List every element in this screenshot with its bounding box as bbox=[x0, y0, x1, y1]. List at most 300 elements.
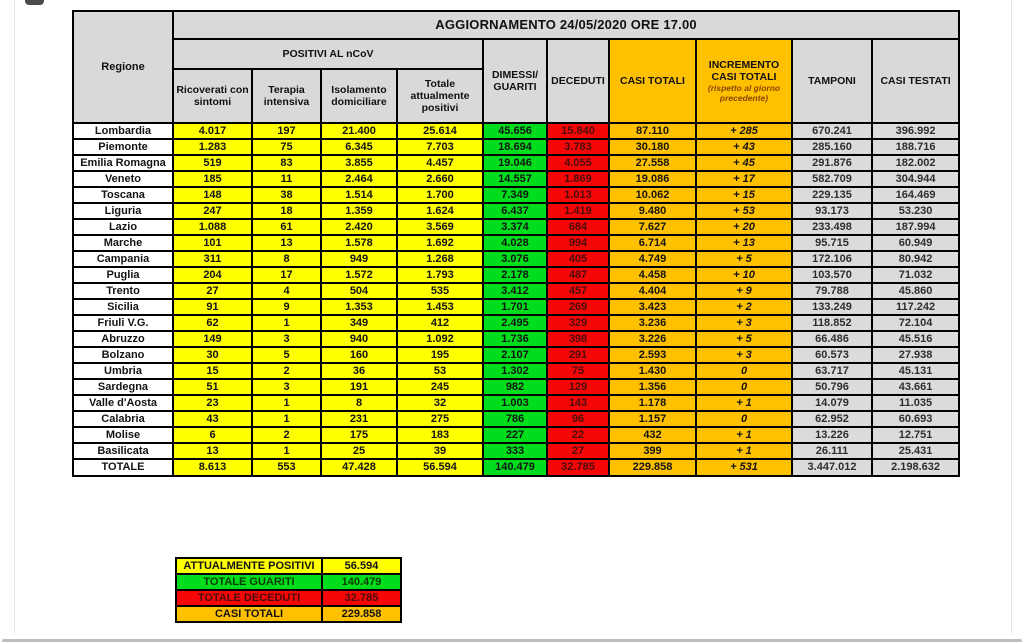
summary-value: 229.858 bbox=[322, 606, 401, 622]
data-cell: 83 bbox=[252, 155, 321, 171]
data-cell: 1.701 bbox=[483, 299, 547, 315]
data-cell: 12.751 bbox=[872, 427, 959, 443]
data-cell: 1 bbox=[252, 443, 321, 459]
data-cell: 291.876 bbox=[792, 155, 872, 171]
header-deceduti: DECEDUTI bbox=[547, 39, 609, 123]
data-cell: + 1 bbox=[696, 395, 792, 411]
summary-row bbox=[176, 590, 401, 606]
data-cell: 4.055 bbox=[547, 155, 609, 171]
region-name: Veneto bbox=[73, 171, 173, 187]
data-cell: 1.419 bbox=[547, 203, 609, 219]
data-cell: 457 bbox=[547, 283, 609, 299]
data-cell: 229.858 bbox=[609, 459, 696, 476]
data-cell: 412 bbox=[397, 315, 483, 331]
data-cell: 47.428 bbox=[321, 459, 397, 476]
table-total-row bbox=[73, 459, 959, 476]
region-name: Marche bbox=[73, 235, 173, 251]
data-cell: 51 bbox=[173, 379, 252, 395]
data-cell: 4.404 bbox=[609, 283, 696, 299]
data-cell: 1.624 bbox=[397, 203, 483, 219]
data-cell: + 5 bbox=[696, 331, 792, 347]
data-cell: 19.086 bbox=[609, 171, 696, 187]
data-cell: 7.627 bbox=[609, 219, 696, 235]
data-cell: 8 bbox=[321, 395, 397, 411]
data-cell: + 285 bbox=[696, 123, 792, 139]
data-cell: 535 bbox=[397, 283, 483, 299]
data-cell: 39 bbox=[397, 443, 483, 459]
data-cell: 19.046 bbox=[483, 155, 547, 171]
data-cell: 1.572 bbox=[321, 267, 397, 283]
data-cell: 0 bbox=[696, 411, 792, 427]
data-cell: 1.793 bbox=[397, 267, 483, 283]
table-row bbox=[73, 219, 959, 235]
header-ricoverati: Ricoverati con sintomi bbox=[173, 69, 252, 123]
data-cell: 2.464 bbox=[321, 171, 397, 187]
data-cell: 304.944 bbox=[872, 171, 959, 187]
data-cell: 25 bbox=[321, 443, 397, 459]
data-cell: + 13 bbox=[696, 235, 792, 251]
summary-label: TOTALE GUARITI bbox=[176, 574, 322, 590]
data-cell: 1.157 bbox=[609, 411, 696, 427]
data-cell: 3.236 bbox=[609, 315, 696, 331]
data-cell: 1 bbox=[252, 315, 321, 331]
summary-row bbox=[176, 574, 401, 590]
data-cell: 91 bbox=[173, 299, 252, 315]
region-name: Lazio bbox=[73, 219, 173, 235]
region-name: Valle d'Aosta bbox=[73, 395, 173, 411]
data-cell: 117.242 bbox=[872, 299, 959, 315]
data-cell: 1.430 bbox=[609, 363, 696, 379]
header-incremento-note: (rispetto al giorno precedente) bbox=[707, 83, 781, 103]
data-cell: 1.088 bbox=[173, 219, 252, 235]
data-cell: 183 bbox=[397, 427, 483, 443]
data-cell: 140.479 bbox=[483, 459, 547, 476]
data-cell: 149 bbox=[173, 331, 252, 347]
data-cell: 53.230 bbox=[872, 203, 959, 219]
table-row bbox=[73, 171, 959, 187]
data-cell: + 1 bbox=[696, 443, 792, 459]
data-cell: 4.749 bbox=[609, 251, 696, 267]
data-cell: 4.457 bbox=[397, 155, 483, 171]
table-row bbox=[73, 267, 959, 283]
table-row bbox=[73, 363, 959, 379]
data-cell: 148 bbox=[173, 187, 252, 203]
data-cell: 1.356 bbox=[609, 379, 696, 395]
data-cell: 1.092 bbox=[397, 331, 483, 347]
data-cell: 6 bbox=[173, 427, 252, 443]
data-cell: 204 bbox=[173, 267, 252, 283]
data-cell: 3.412 bbox=[483, 283, 547, 299]
table-row bbox=[73, 427, 959, 443]
card-edge-left bbox=[14, 0, 15, 634]
data-cell: 38 bbox=[252, 187, 321, 203]
data-cell: 227 bbox=[483, 427, 547, 443]
data-cell: 6.345 bbox=[321, 139, 397, 155]
data-cell: 1.268 bbox=[397, 251, 483, 267]
data-cell: 185 bbox=[173, 171, 252, 187]
summary-table bbox=[175, 557, 402, 623]
data-cell: 349 bbox=[321, 315, 397, 331]
data-cell: 187.994 bbox=[872, 219, 959, 235]
data-cell: 13 bbox=[173, 443, 252, 459]
data-cell: + 45 bbox=[696, 155, 792, 171]
region-name: Basilicata bbox=[73, 443, 173, 459]
data-cell: 143 bbox=[547, 395, 609, 411]
data-cell: 2 bbox=[252, 427, 321, 443]
data-cell: 3.569 bbox=[397, 219, 483, 235]
data-cell: 291 bbox=[547, 347, 609, 363]
data-cell: + 53 bbox=[696, 203, 792, 219]
table-row bbox=[73, 411, 959, 427]
region-name: Sardegna bbox=[73, 379, 173, 395]
region-name: Toscana bbox=[73, 187, 173, 203]
data-cell: 3 bbox=[252, 379, 321, 395]
data-cell: 1.353 bbox=[321, 299, 397, 315]
table-row bbox=[73, 331, 959, 347]
data-cell: 118.852 bbox=[792, 315, 872, 331]
summary-value: 56.594 bbox=[322, 558, 401, 574]
data-cell: 504 bbox=[321, 283, 397, 299]
data-cell: 1.869 bbox=[547, 171, 609, 187]
data-cell: 61 bbox=[252, 219, 321, 235]
data-cell: 982 bbox=[483, 379, 547, 395]
data-cell: 1.283 bbox=[173, 139, 252, 155]
data-cell: 72.104 bbox=[872, 315, 959, 331]
data-cell: 32 bbox=[397, 395, 483, 411]
data-cell: 63.717 bbox=[792, 363, 872, 379]
data-cell: 229.135 bbox=[792, 187, 872, 203]
data-cell: 1.453 bbox=[397, 299, 483, 315]
header-isolamento: Isolamento domiciliare bbox=[321, 69, 397, 123]
data-cell: 2.495 bbox=[483, 315, 547, 331]
data-cell: 25.431 bbox=[872, 443, 959, 459]
summary-label: TOTALE DECEDUTI bbox=[176, 590, 322, 606]
data-cell: 1.302 bbox=[483, 363, 547, 379]
data-cell: 27.558 bbox=[609, 155, 696, 171]
data-cell: 432 bbox=[609, 427, 696, 443]
summary-value: 32.785 bbox=[322, 590, 401, 606]
data-cell: + 15 bbox=[696, 187, 792, 203]
region-name: Piemonte bbox=[73, 139, 173, 155]
data-cell: 405 bbox=[547, 251, 609, 267]
table-row bbox=[73, 443, 959, 459]
data-cell: 684 bbox=[547, 219, 609, 235]
region-name: Sicilia bbox=[73, 299, 173, 315]
header-positivi-group: POSITIVI AL nCoV bbox=[173, 39, 483, 69]
data-cell: 13.226 bbox=[792, 427, 872, 443]
data-cell: 233.498 bbox=[792, 219, 872, 235]
data-cell: 27 bbox=[547, 443, 609, 459]
data-cell: 2.198.632 bbox=[872, 459, 959, 476]
header-dimessi-guariti: DIMESSI/ GUARITI bbox=[483, 39, 547, 123]
data-cell: + 3 bbox=[696, 347, 792, 363]
data-cell: 45.656 bbox=[483, 123, 547, 139]
data-cell: 3.783 bbox=[547, 139, 609, 155]
data-cell: 1 bbox=[252, 411, 321, 427]
data-cell: 95.715 bbox=[792, 235, 872, 251]
data-cell: 2.107 bbox=[483, 347, 547, 363]
data-cell: + 3 bbox=[696, 315, 792, 331]
data-cell: 0 bbox=[696, 363, 792, 379]
data-cell: 195 bbox=[397, 347, 483, 363]
data-cell: 27.938 bbox=[872, 347, 959, 363]
data-cell: 62.952 bbox=[792, 411, 872, 427]
data-cell: 75 bbox=[252, 139, 321, 155]
data-cell: 101 bbox=[173, 235, 252, 251]
data-cell: 398 bbox=[547, 331, 609, 347]
table-row bbox=[73, 299, 959, 315]
data-cell: 269 bbox=[547, 299, 609, 315]
data-cell: 53 bbox=[397, 363, 483, 379]
data-cell: 2.420 bbox=[321, 219, 397, 235]
data-cell: 940 bbox=[321, 331, 397, 347]
data-cell: 182.002 bbox=[872, 155, 959, 171]
table-row bbox=[73, 155, 959, 171]
data-cell: 133.249 bbox=[792, 299, 872, 315]
data-cell: + 1 bbox=[696, 427, 792, 443]
data-cell: 582.709 bbox=[792, 171, 872, 187]
table-row bbox=[73, 139, 959, 155]
data-cell: 3.423 bbox=[609, 299, 696, 315]
data-cell: 18.694 bbox=[483, 139, 547, 155]
table-row bbox=[73, 347, 959, 363]
data-cell: 197 bbox=[252, 123, 321, 139]
data-cell: + 20 bbox=[696, 219, 792, 235]
data-cell: 487 bbox=[547, 267, 609, 283]
data-cell: + 43 bbox=[696, 139, 792, 155]
data-cell: 3.447.012 bbox=[792, 459, 872, 476]
table-row bbox=[73, 379, 959, 395]
data-cell: 1.003 bbox=[483, 395, 547, 411]
data-cell: 8 bbox=[252, 251, 321, 267]
data-cell: 949 bbox=[321, 251, 397, 267]
region-name: Bolzano bbox=[73, 347, 173, 363]
data-cell: 11 bbox=[252, 171, 321, 187]
data-cell: 4.017 bbox=[173, 123, 252, 139]
summary-value: 140.479 bbox=[322, 574, 401, 590]
data-cell: 45.516 bbox=[872, 331, 959, 347]
table-header bbox=[73, 11, 959, 123]
data-cell: + 10 bbox=[696, 267, 792, 283]
data-cell: 994 bbox=[547, 235, 609, 251]
data-cell: 56.594 bbox=[397, 459, 483, 476]
data-cell: 786 bbox=[483, 411, 547, 427]
data-cell: 75 bbox=[547, 363, 609, 379]
data-cell: 1.359 bbox=[321, 203, 397, 219]
region-name: Puglia bbox=[73, 267, 173, 283]
header-regione: Regione bbox=[73, 11, 173, 123]
data-cell: 2 bbox=[252, 363, 321, 379]
data-cell: 13 bbox=[252, 235, 321, 251]
region-name: Lombardia bbox=[73, 123, 173, 139]
data-cell: 71.032 bbox=[872, 267, 959, 283]
data-cell: 79.788 bbox=[792, 283, 872, 299]
card-edge-right bbox=[1011, 0, 1012, 634]
data-cell: 18 bbox=[252, 203, 321, 219]
summary-label: ATTUALMENTE POSITIVI bbox=[176, 558, 322, 574]
data-cell: 36 bbox=[321, 363, 397, 379]
data-cell: 25.614 bbox=[397, 123, 483, 139]
table-row bbox=[73, 235, 959, 251]
data-cell: 60.693 bbox=[872, 411, 959, 427]
data-cell: 87.110 bbox=[609, 123, 696, 139]
data-cell: 9 bbox=[252, 299, 321, 315]
data-cell: 285.160 bbox=[792, 139, 872, 155]
data-cell: 4 bbox=[252, 283, 321, 299]
data-cell: 4.028 bbox=[483, 235, 547, 251]
data-cell: 26.111 bbox=[792, 443, 872, 459]
data-cell: 399 bbox=[609, 443, 696, 459]
data-cell: 519 bbox=[173, 155, 252, 171]
data-cell: 4.458 bbox=[609, 267, 696, 283]
data-cell: 3 bbox=[252, 331, 321, 347]
data-cell: 9.480 bbox=[609, 203, 696, 219]
data-cell: 7.703 bbox=[397, 139, 483, 155]
data-cell: 96 bbox=[547, 411, 609, 427]
data-cell: 60.949 bbox=[872, 235, 959, 251]
data-cell: + 2 bbox=[696, 299, 792, 315]
summary-row bbox=[176, 606, 401, 622]
summary-row bbox=[176, 558, 401, 574]
data-cell: 333 bbox=[483, 443, 547, 459]
region-name: Trento bbox=[73, 283, 173, 299]
table-row bbox=[73, 283, 959, 299]
data-cell: 670.241 bbox=[792, 123, 872, 139]
data-cell: 188.716 bbox=[872, 139, 959, 155]
table-body bbox=[73, 123, 959, 476]
data-cell: 15 bbox=[173, 363, 252, 379]
data-cell: 22 bbox=[547, 427, 609, 443]
header-casi-testati: CASI TESTATI bbox=[872, 39, 959, 123]
data-cell: 60.573 bbox=[792, 347, 872, 363]
table-row bbox=[73, 123, 959, 139]
data-cell: 27 bbox=[173, 283, 252, 299]
data-cell: 6.714 bbox=[609, 235, 696, 251]
data-cell: 1.692 bbox=[397, 235, 483, 251]
data-cell: 1.178 bbox=[609, 395, 696, 411]
table-row bbox=[73, 395, 959, 411]
region-name: Friuli V.G. bbox=[73, 315, 173, 331]
data-cell: 0 bbox=[696, 379, 792, 395]
header-terapia-intensiva: Terapia intensiva bbox=[252, 69, 321, 123]
data-cell: + 531 bbox=[696, 459, 792, 476]
data-cell: 1.736 bbox=[483, 331, 547, 347]
data-cell: 231 bbox=[321, 411, 397, 427]
table-row bbox=[73, 203, 959, 219]
table-title: AGGIORNAMENTO 24/05/2020 ORE 17.00 bbox=[173, 11, 959, 39]
data-cell: 50.796 bbox=[792, 379, 872, 395]
data-cell: 23 bbox=[173, 395, 252, 411]
data-cell: 17 bbox=[252, 267, 321, 283]
region-name: Molise bbox=[73, 427, 173, 443]
header-totale-positivi: Totale attualmente positivi bbox=[397, 69, 483, 123]
header-tamponi: TAMPONI bbox=[792, 39, 872, 123]
data-cell: 3.076 bbox=[483, 251, 547, 267]
region-name: Campania bbox=[73, 251, 173, 267]
screenshot-artifact bbox=[25, 0, 44, 5]
data-cell: 329 bbox=[547, 315, 609, 331]
data-cell: 11.035 bbox=[872, 395, 959, 411]
summary-label: CASI TOTALI bbox=[176, 606, 322, 622]
data-cell: 62 bbox=[173, 315, 252, 331]
data-cell: 2.660 bbox=[397, 171, 483, 187]
region-name: Emilia Romagna bbox=[73, 155, 173, 171]
data-cell: 2.593 bbox=[609, 347, 696, 363]
data-cell: 15.840 bbox=[547, 123, 609, 139]
table-row bbox=[73, 315, 959, 331]
summary-body bbox=[176, 558, 401, 622]
data-cell: 10.062 bbox=[609, 187, 696, 203]
header-incremento-label: INCREMENTO CASI TOTALI bbox=[708, 59, 780, 84]
data-cell: 172.106 bbox=[792, 251, 872, 267]
data-cell: 1.013 bbox=[547, 187, 609, 203]
data-cell: 129 bbox=[547, 379, 609, 395]
data-cell: 30 bbox=[173, 347, 252, 363]
data-cell: 32.785 bbox=[547, 459, 609, 476]
data-cell: 8.613 bbox=[173, 459, 252, 476]
data-cell: 43 bbox=[173, 411, 252, 427]
data-cell: 93.173 bbox=[792, 203, 872, 219]
region-name: Calabria bbox=[73, 411, 173, 427]
region-name: Liguria bbox=[73, 203, 173, 219]
data-cell: 45.860 bbox=[872, 283, 959, 299]
data-cell: 311 bbox=[173, 251, 252, 267]
data-cell: 66.486 bbox=[792, 331, 872, 347]
data-cell: 1.700 bbox=[397, 187, 483, 203]
data-cell: 275 bbox=[397, 411, 483, 427]
header-casi-totali: CASI TOTALI bbox=[609, 39, 696, 123]
data-cell: 80.942 bbox=[872, 251, 959, 267]
covid-regional-table bbox=[72, 10, 960, 477]
data-cell: 175 bbox=[321, 427, 397, 443]
data-cell: 1.578 bbox=[321, 235, 397, 251]
data-cell: 191 bbox=[321, 379, 397, 395]
data-cell: 103.570 bbox=[792, 267, 872, 283]
data-cell: 14.079 bbox=[792, 395, 872, 411]
data-cell: + 17 bbox=[696, 171, 792, 187]
data-cell: 21.400 bbox=[321, 123, 397, 139]
data-cell: 553 bbox=[252, 459, 321, 476]
header-incremento bbox=[696, 39, 792, 123]
data-cell: 14.557 bbox=[483, 171, 547, 187]
table-row bbox=[73, 187, 959, 203]
data-cell: 45.131 bbox=[872, 363, 959, 379]
data-cell: 43.661 bbox=[872, 379, 959, 395]
data-cell: 3.855 bbox=[321, 155, 397, 171]
data-cell: 2.178 bbox=[483, 267, 547, 283]
data-cell: 160 bbox=[321, 347, 397, 363]
data-cell: 164.469 bbox=[872, 187, 959, 203]
data-cell: 3.374 bbox=[483, 219, 547, 235]
card-edge-bottom bbox=[2, 639, 1022, 642]
region-name: TOTALE bbox=[73, 459, 173, 476]
region-name: Abruzzo bbox=[73, 331, 173, 347]
region-name: Umbria bbox=[73, 363, 173, 379]
data-cell: 3.226 bbox=[609, 331, 696, 347]
data-cell: 245 bbox=[397, 379, 483, 395]
data-cell: 6.437 bbox=[483, 203, 547, 219]
data-cell: 1 bbox=[252, 395, 321, 411]
data-cell: 1.514 bbox=[321, 187, 397, 203]
data-cell: 247 bbox=[173, 203, 252, 219]
data-cell: + 9 bbox=[696, 283, 792, 299]
data-cell: + 5 bbox=[696, 251, 792, 267]
data-cell: 5 bbox=[252, 347, 321, 363]
data-cell: 396.992 bbox=[872, 123, 959, 139]
data-cell: 30.180 bbox=[609, 139, 696, 155]
data-cell: 7.349 bbox=[483, 187, 547, 203]
table-row bbox=[73, 251, 959, 267]
